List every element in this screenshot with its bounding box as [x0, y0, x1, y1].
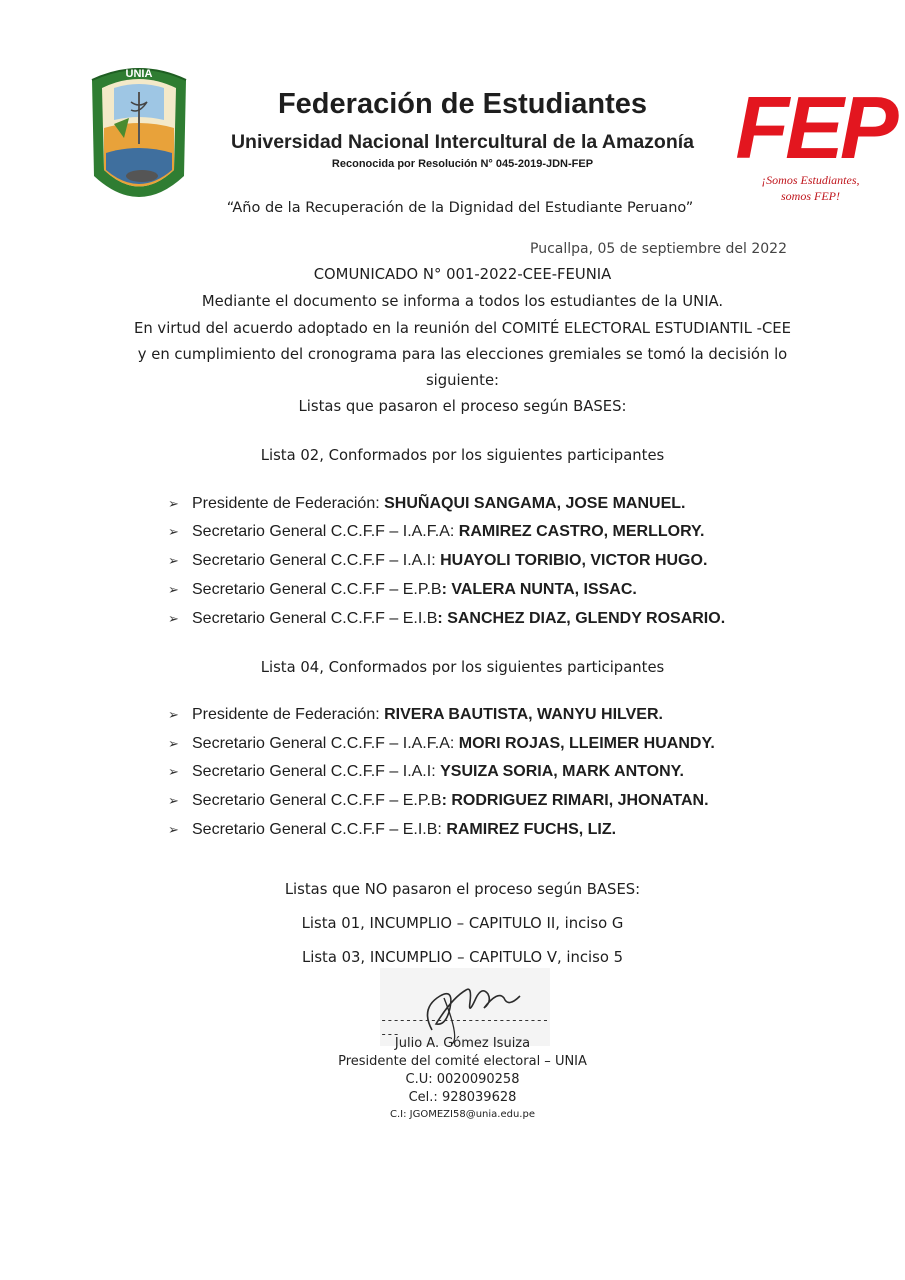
- list-04-heading: Lista 04, Conformados por los siguientes participantes: [260, 659, 665, 676]
- list-item: ➢ Presidente de Federación: SHUÑAQUI SANGAMA, JOSE MANUEL.: [168, 495, 686, 512]
- list-item: ➢ Secretario General C.C.F.F – E.I.B: RAMIREZ FUCHS, LIZ.: [168, 821, 617, 838]
- unia-seal-logo: [84, 58, 194, 216]
- list-item: ➢ Secretario General C.C.F.F – I.A.F.A: MORI ROJAS, LLEIMER HUANDY.: [168, 735, 715, 752]
- rejected-heading: Listas que NO pasaron el proceso según BASES:: [284, 881, 641, 898]
- fep-logo-text: FEP: [735, 78, 895, 177]
- arrow-bullet-icon: ➢: [168, 764, 179, 779]
- arrow-bullet-icon: ➢: [168, 496, 179, 511]
- list-item: ➢ Secretario General C.C.F.F – I.A.I: YSUIZA SORIA, MARK ANTONY.: [168, 763, 684, 780]
- fep-slogan-line-2: somos FEP!: [781, 189, 840, 203]
- body-line-3: y en cumplimiento del cronograma para las elecciones gremiales se tomó la decisión lo: [137, 346, 788, 363]
- fep-logo: [735, 78, 895, 177]
- list-item: ➢ Secretario General C.C.F.F – E.P.B: RODRIGUEZ RIMARI, JHONATAN.: [168, 792, 709, 809]
- list-item: ➢ Secretario General C.C.F.F – E.I.B: SANCHEZ DIAZ, GLENDY ROSARIO.: [168, 610, 726, 627]
- signer-cel: Cel.: 928039628: [408, 1090, 517, 1105]
- signature-line: ------------------------------: [380, 1013, 549, 1041]
- body-line-4: siguiente:: [425, 372, 500, 389]
- list-item: ➢ Secretario General C.C.F.F – E.P.B: VALERA NUNTA, ISSAC.: [168, 581, 637, 598]
- fep-slogan-line-1: ¡Somos Estudiantes,: [761, 173, 860, 187]
- list-item: ➢ Secretario General C.C.F.F – I.A.I: HUAYOLI TORIBIO, VICTOR HUGO.: [168, 552, 708, 569]
- body-line-2: En virtud del acuerdo adoptado en la reunión del COMITÉ ELECTORAL ESTUDIANTIL -CEE: [134, 320, 791, 337]
- list-item: ➢ Presidente de Federación: RIVERA BAUTISTA, WANYU HILVER.: [168, 706, 663, 723]
- arrow-bullet-icon: ➢: [168, 553, 179, 568]
- year-motto: “Año de la Recuperación de la Dignidad del Estudiante Peruano”: [226, 200, 694, 216]
- fep-slogan: [748, 172, 873, 204]
- document-date: Pucallpa, 05 de septiembre del 2022: [530, 241, 787, 257]
- recognition-text: Reconocida por Resolución N° 045-2019-JDN-FEP: [331, 158, 594, 170]
- rejected-item-2: Lista 03, INCUMPLIO – CAPITULO V, inciso 5: [301, 949, 624, 966]
- arrow-bullet-icon: ➢: [168, 736, 179, 751]
- body-line-1: Mediante el documento se informa a todos los estudiantes de la UNIA.: [201, 293, 724, 310]
- rejected-item-1: Lista 01, INCUMPLIO – CAPITULO II, inciso G: [301, 915, 624, 932]
- seal-text: UNIA: [125, 68, 153, 80]
- arrow-bullet-icon: ➢: [168, 611, 179, 626]
- signer-name: Julio A. Gómez Isuiza: [394, 1036, 531, 1051]
- arrow-bullet-icon: ➢: [168, 822, 179, 837]
- arrow-bullet-icon: ➢: [168, 524, 179, 539]
- body-line-5: Listas que pasaron el proceso según BASES:: [298, 398, 627, 415]
- page-title: Federación de Estudiantes: [277, 88, 648, 120]
- arrow-bullet-icon: ➢: [168, 793, 179, 808]
- university-name: Universidad Nacional Intercultural de la Amazonía: [230, 131, 695, 153]
- signer-cu: C.U: 0020090258: [405, 1072, 520, 1087]
- communique-number: COMUNICADO N° 001-2022-CEE-FEUNIA: [313, 266, 612, 283]
- list-item: ➢ Secretario General C.C.F.F – I.A.F.A: RAMIREZ CASTRO, MERLLORY.: [168, 523, 705, 540]
- arrow-bullet-icon: ➢: [168, 707, 179, 722]
- arrow-bullet-icon: ➢: [168, 582, 179, 597]
- signer-email: C.I: JGOMEZI58@unia.edu.pe: [390, 1109, 535, 1120]
- list-02-heading: Lista 02, Conformados por los siguientes participantes: [260, 447, 665, 464]
- signer-position: Presidente del comité electoral – UNIA: [338, 1054, 587, 1069]
